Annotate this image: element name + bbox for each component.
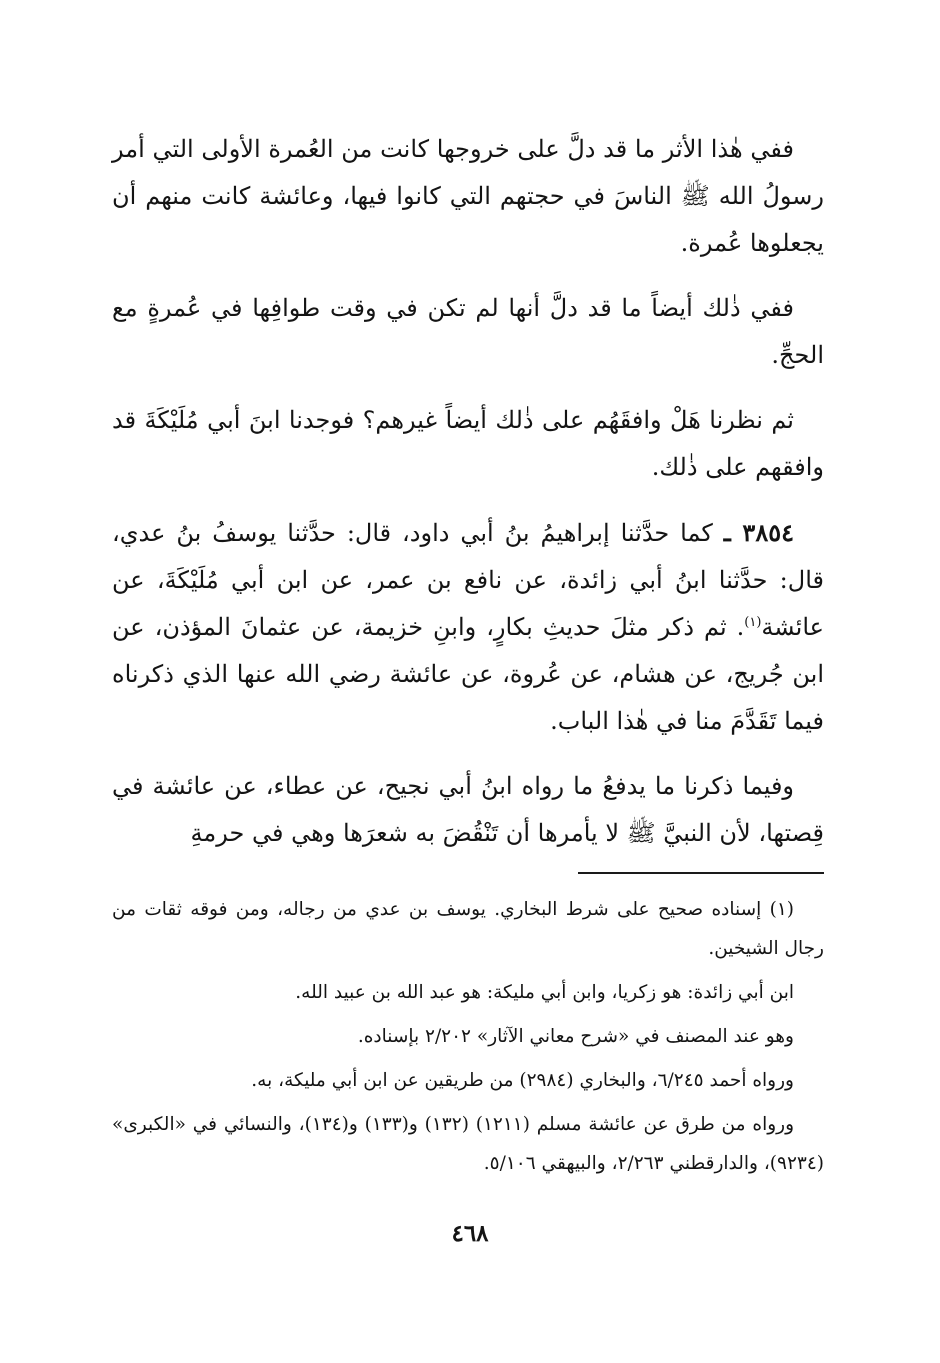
hadith-text-part-1: كما حدَّثنا إبراهيمُ بنُ أبي داود، قال: حدَّثنا يوسفُ بنُ عدي، قال: حدَّثنا ابنُ أبي زائدة، عن نافع بن عمر، عن ابن أبي مُلَيْكَةَ، عن عائشة — [112, 519, 824, 641]
paragraph-5: وفيما ذكرنا ما يدفعُ ما رواه ابنُ أبي نجيح، عن عطاء، عن عائشة في قِصتها، لأن النبيَّ ﷺ لا يأمرها أن تَنْقُضَ به شعرَها وهي في حرمةِ — [112, 772, 824, 847]
paragraph-2: ففي ذٰلك أيضاً ما قد دلَّ أنها لم تكن في وقت طوافِها في عُمرةٍ مع الحجِّ. — [112, 294, 824, 369]
footnote-line-4: ورواه أحمد ٦/٢٤٥، والبخاري (٢٩٨٤) من طريقين عن ابن أبي مليكة، به. — [251, 1070, 794, 1091]
paragraph-3: ثم نظرنا هَلْ وافقَهُم على ذٰلك أيضاً غيرهم؟ فوجدنا ابنَ أبي مُلَيْكَةَ قد وافقهم على ذٰلك. — [112, 406, 824, 481]
page-number: ٤٦٨ — [451, 1220, 489, 1247]
footnote-reference[interactable]: (١) — [744, 615, 762, 630]
footnote-line-5: ورواه من طرق عن عائشة مسلم (١٢١١) (١٣٢) و(١٣٣) و(١٣٤)، والنسائي في «الكبرى» (٩٢٣٤)، والدارقطني ٢/٢٦٣، والبيهقي ٥/١٠٦. — [112, 1114, 824, 1174]
footnote-line-2: ابن أبي زائدة: هو زكريا، وابن أبي مليكة: هو عبد الله بن عبيد الله. — [295, 982, 794, 1003]
footnote-1: (١) إسناده صحيح على شرط البخاري. يوسف بن عدي من رجاله، ومن فوقه ثقات من رجال الشيخين. — [112, 899, 824, 959]
hadith-text-part-2: . ثم ذكر مثلَ حديثِ بكارٍ، وابنِ خزيمة، عن عثمانَ المؤذن، عن ابن جُريج، عن هشام، عن عُروة، عن عائشة رضي الله عنها الذي ذكرناه فيما تَقَدَّمَ منا في هٰذا الباب. — [112, 613, 824, 735]
footnote-separator — [578, 872, 824, 874]
paragraph-hadith-3854 — [112, 509, 824, 745]
footnotes — [112, 890, 824, 1188]
main-text — [112, 126, 824, 875]
footnote-line-3: وهو عند المصنف في «شرح معاني الآثار» ٢/٢٠٢ بإسناده. — [357, 1026, 794, 1047]
paragraph-1: ففي هٰذا الأثر ما قد دلَّ على خروجها كانت من العُمرة الأولى التي أمر رسولُ الله ﷺ الناسَ في حجتهم التي كانوا فيها، وعائشة كانت منهم أن يجعلوها عُمرة. — [112, 135, 824, 257]
hadith-number: ٣٨٥٤ ـ — [723, 518, 794, 547]
